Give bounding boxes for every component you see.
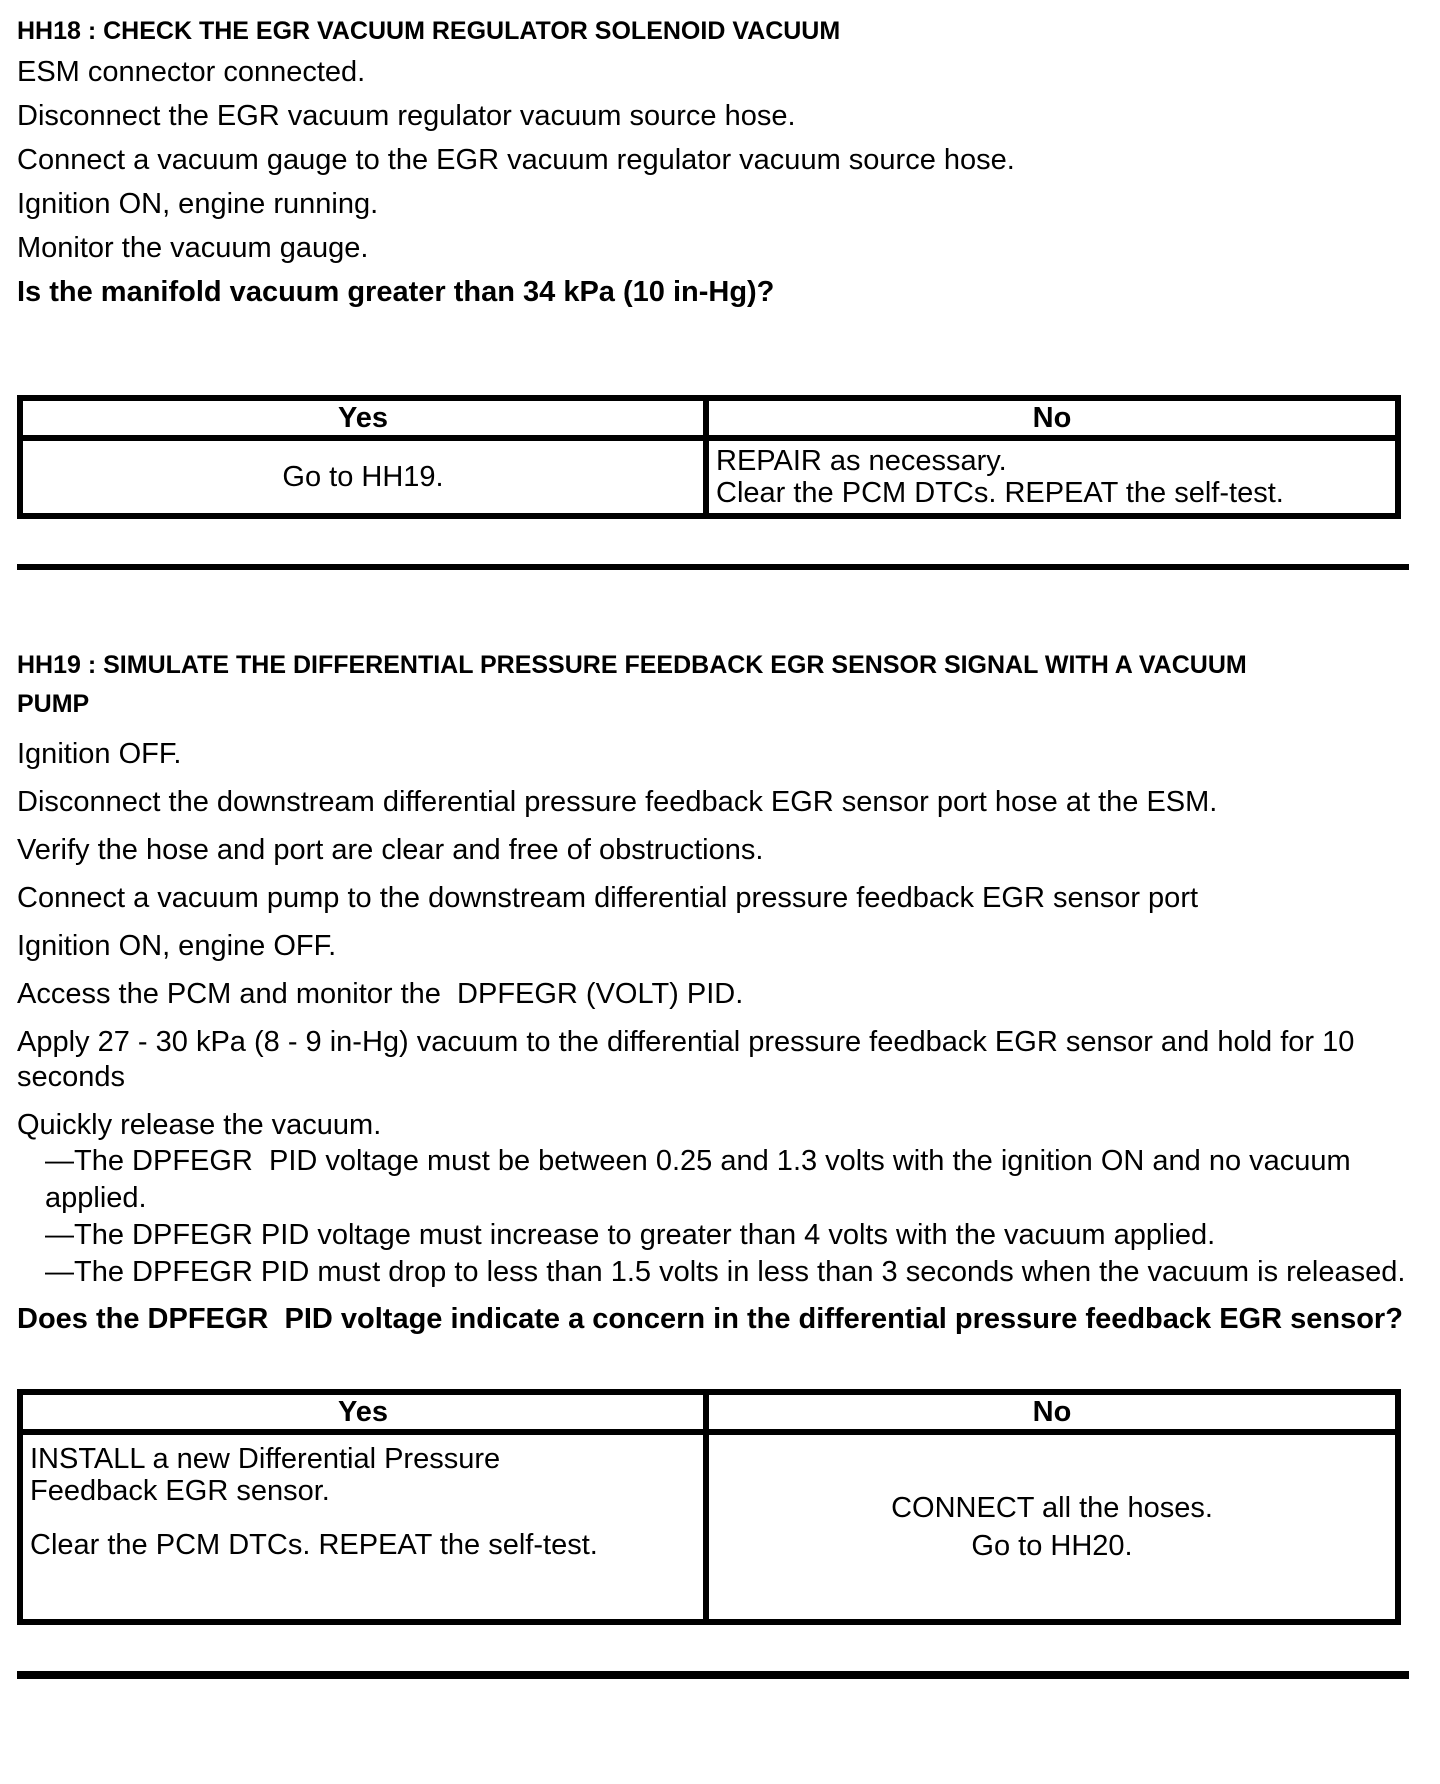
procedure-step: ESM connector connected. — [17, 56, 366, 88]
procedure-step: Connect a vacuum pump to the downstream differential pressure feedback EGR sensor port — [17, 882, 1199, 914]
page-bottom-rule — [17, 1671, 1409, 1679]
dpfegr-check-item: —The DPFEGR PID voltage must be between 0.25 and 1.3 volts with the ignition ON and no vacuum applied. — [45, 1145, 1359, 1214]
no-column-header: No — [1032, 1396, 1072, 1428]
section-divider — [17, 564, 1409, 570]
no-action-line: Clear the PCM DTCs. REPEAT the self-test. — [716, 477, 1284, 509]
procedure-step: Disconnect the downstream differential pressure feedback EGR sensor port hose at the ESM. — [17, 786, 1218, 818]
test-heading-hh18: HH18 : CHECK THE EGR VACUUM REGULATOR SOLENOID VACUUM — [17, 17, 841, 45]
procedure-step: Quickly release the vacuum. — [17, 1109, 382, 1141]
procedure-step: Disconnect the EGR vacuum regulator vacuum source hose. — [17, 100, 796, 132]
pinpoint-test-hh19 — [17, 646, 1440, 1679]
yes-column-header: Yes — [23, 1395, 709, 1429]
procedure-step: Ignition ON, engine OFF. — [17, 930, 337, 962]
decision-question: Is the manifold vacuum greater than 34 kPa (10 in-Hg)? — [17, 276, 775, 308]
decision-table-header-row — [23, 401, 1395, 441]
test-heading-line: PUMP — [17, 690, 90, 718]
dpfegr-check-item: —The DPFEGR PID voltage must increase to greater than 4 volts with the vacuum applied. — [45, 1219, 1216, 1251]
dpfegr-check-list — [17, 1143, 1435, 1291]
no-action-cell — [709, 441, 1395, 513]
service-manual-page — [0, 16, 1440, 1679]
decision-question: Does the DPFEGR PID voltage indicate a concern in the differential pressure feedback EGR sensor? — [17, 1303, 1403, 1335]
decision-table-hh18 — [17, 395, 1401, 519]
procedure-step: Access the PCM and monitor the DPFEGR (VOLT) PID. — [17, 978, 744, 1010]
decision-table-hh19 — [17, 1389, 1401, 1625]
test-heading-line: HH19 : SIMULATE THE DIFFERENTIAL PRESSURE FEEDBACK EGR SENSOR SIGNAL WITH A VACUUM — [17, 651, 1247, 679]
yes-action-line: INSTALL a new Differential Pressure — [30, 1443, 501, 1475]
test-heading-hh19 — [17, 646, 1440, 724]
no-action-cell — [709, 1435, 1395, 1619]
yes-action-line: Feedback EGR sensor. — [30, 1475, 330, 1507]
dpfegr-check-item: —The DPFEGR PID must drop to less than 1.5 volts in less than 3 seconds when the vacuum is released. — [45, 1256, 1406, 1288]
yes-action-cell: Go to HH19. — [23, 441, 709, 513]
yes-column-header: Yes — [23, 401, 709, 435]
no-action-line: CONNECT all the hoses. — [891, 1492, 1213, 1524]
no-action-line: Go to HH20. — [971, 1530, 1133, 1562]
no-action-line: REPAIR as necessary. — [716, 445, 1007, 477]
decision-table-body-row — [23, 1435, 1395, 1619]
decision-table-header-row — [23, 1395, 1395, 1435]
yes-action-cell — [23, 1435, 709, 1619]
yes-action-line: Clear the PCM DTCs. REPEAT the self-test. — [30, 1529, 598, 1561]
decision-table-body-row — [23, 441, 1395, 513]
pinpoint-test-hh18 — [17, 16, 1440, 570]
procedure-step: Connect a vacuum gauge to the EGR vacuum regulator vacuum source hose. — [17, 144, 1015, 176]
procedure-step: Monitor the vacuum gauge. — [17, 232, 369, 264]
procedure-step: Ignition ON, engine running. — [17, 188, 379, 220]
procedure-step: Apply 27 - 30 kPa (8 - 9 in-Hg) vacuum to the differential pressure feedback EGR sensor and hold for 10 seconds — [17, 1026, 1363, 1093]
procedure-step: Verify the hose and port are clear and free of obstructions. — [17, 834, 764, 866]
no-column-header: No — [1032, 402, 1072, 434]
procedure-step: Ignition OFF. — [17, 738, 182, 770]
